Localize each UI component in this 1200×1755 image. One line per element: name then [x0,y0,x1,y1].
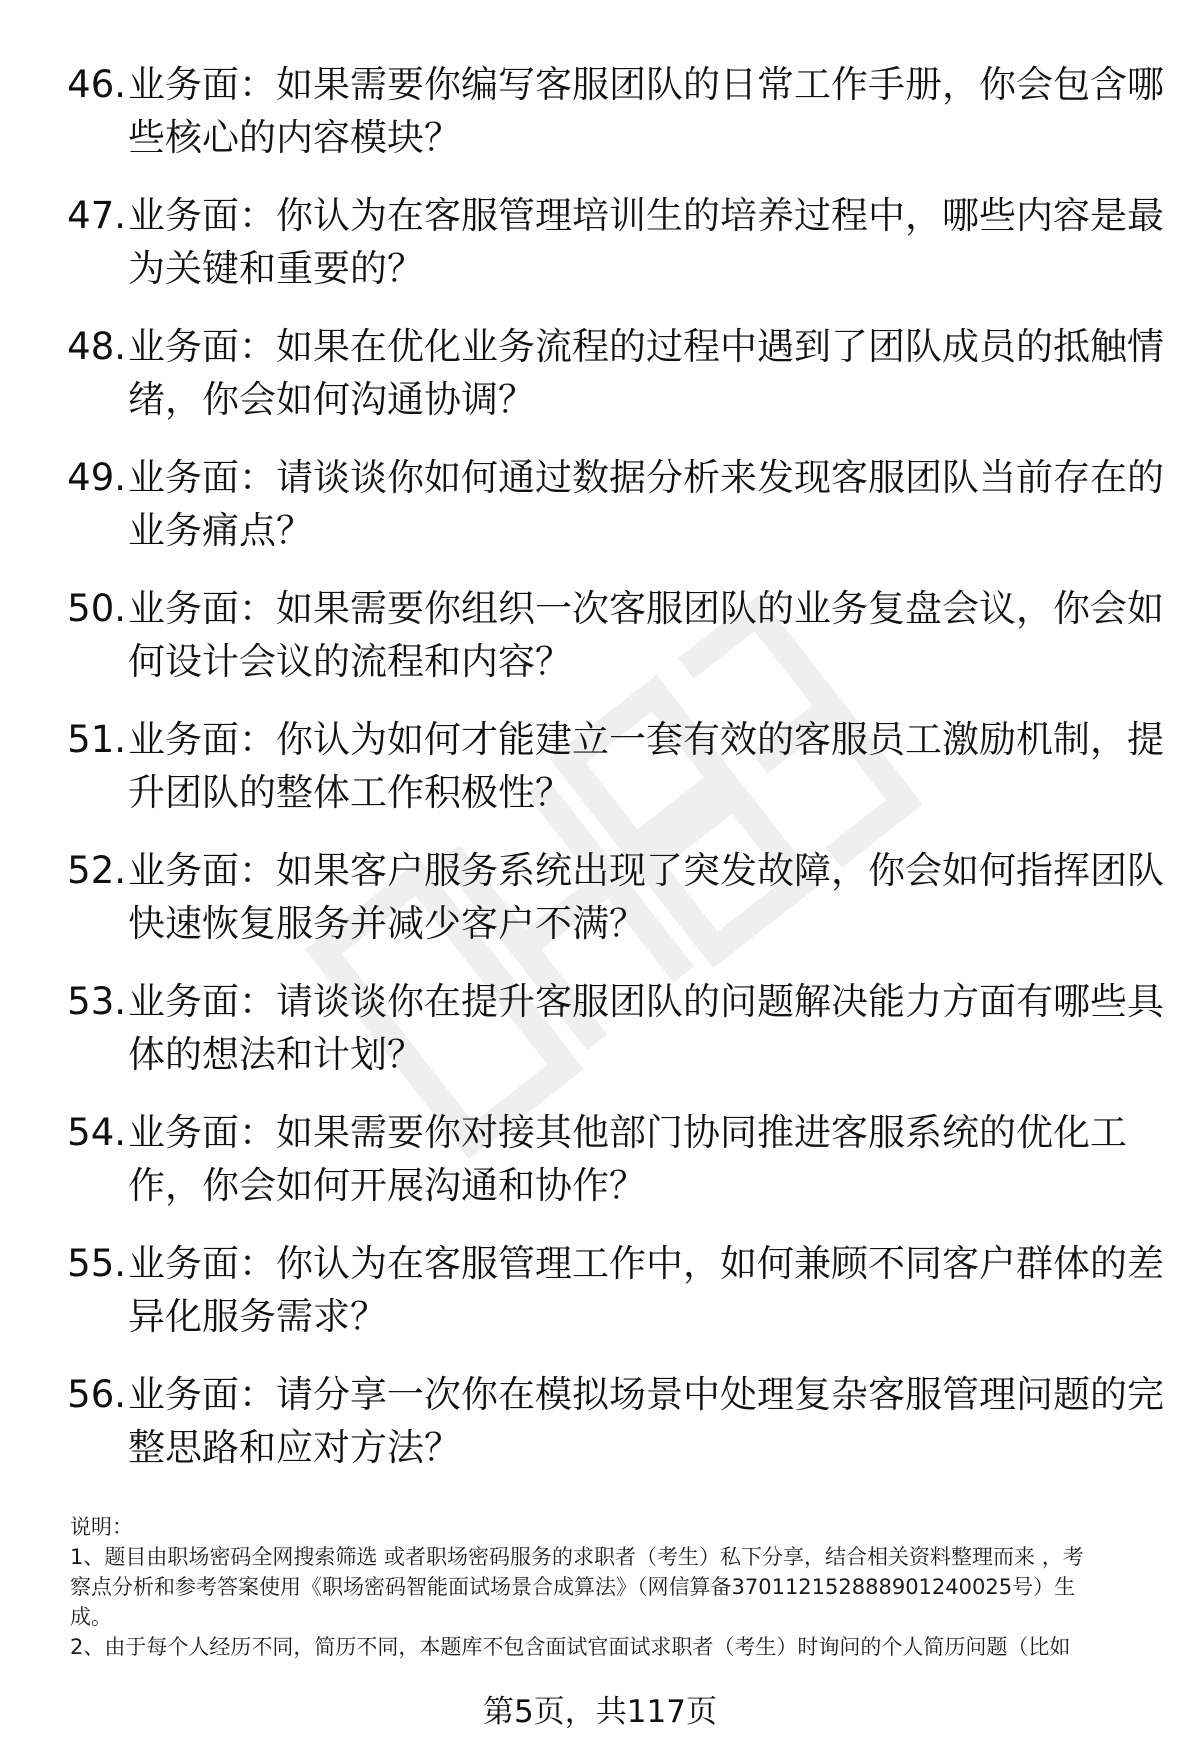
question-item [52,1368,1164,1499]
question-number: 47. [67,194,126,237]
notes-section [70,1512,1150,1662]
question-number: 51. [67,718,126,761]
page-number: 第5页，共117页 [483,1694,717,1730]
question-text: 业务面：如果客户服务系统出现了突发故障，你会如何指挥团队 快速恢复服务并减少客户不满？ [128,849,1164,945]
question-number: 54. [67,1111,126,1154]
question-item [52,189,1164,320]
question-text: 业务面：如果需要你对接其他部门协同推进客服系统的优化工 作，你会如何开展沟通和协作？ [128,1111,1127,1207]
question-number: 46. [67,63,126,106]
question-item [52,58,1164,189]
notes-title: 说明： [70,1515,133,1539]
question-text: 业务面：请分享一次你在模拟场景中处理复杂客服管理问题的完 整思路和应对方法？ [128,1373,1164,1469]
question-text: 业务面：请谈谈你在提升客服团队的问题解决能力方面有哪些具 体的想法和计划？ [128,980,1164,1076]
question-number: 50. [67,587,126,630]
question-item [52,975,1164,1106]
question-item [52,844,1164,975]
question-number: 49. [67,456,126,499]
question-item [52,451,1164,582]
question-text: 业务面：你认为如何才能建立一套有效的客服员工激励机制，提 升团队的整体工作积极性？ [128,718,1164,814]
question-text: 业务面：如果需要你编写客服团队的日常工作手册，你会包含哪 些核心的内容模块？ [128,63,1164,159]
question-item [52,1237,1164,1368]
question-text: 业务面：请谈谈你如何通过数据分析来发现客服团队当前存在的 业务痛点？ [128,456,1164,552]
question-item [52,582,1164,713]
question-number: 52. [67,849,126,892]
question-text: 业务面：你认为在客服管理工作中，如何兼顾不同客户群体的差 异化服务需求？ [128,1242,1164,1338]
question-text: 业务面：如果在优化业务流程的过程中遇到了团队成员的抵触情 绪，你会如何沟通协调？ [128,325,1164,421]
question-number: 55. [67,1242,126,1285]
note-item-1: 1、题目由职场密码全网搜索筛选 或者职场密码服务的求职者（考生）私下分享，结合相关资料整理而来 ，考 察点分析和参考答案使用《职场密码智能面试场景合成算法》（网信算备370112152888901240025号）生 成。 [70,1545,1084,1629]
question-text: 业务面：如果需要你组织一次客服团队的业务复盘会议，你会如 何设计会议的流程和内容？ [128,587,1164,683]
question-item [52,320,1164,451]
question-number: 53. [67,980,126,1023]
question-number: 48. [67,325,126,368]
question-list [52,58,1164,1499]
question-item [52,1106,1147,1237]
question-text: 业务面：你认为在客服管理培训生的培养过程中，哪些内容是最 为关键和重要的？ [128,194,1164,290]
question-number: 56. [67,1373,126,1416]
question-item [52,713,1164,844]
note-item-2: 2、由于每个人经历不同，简历不同，本题库不包含面试官面试求职者（考生）时询问的个人简历问题（比如 [70,1635,1071,1659]
